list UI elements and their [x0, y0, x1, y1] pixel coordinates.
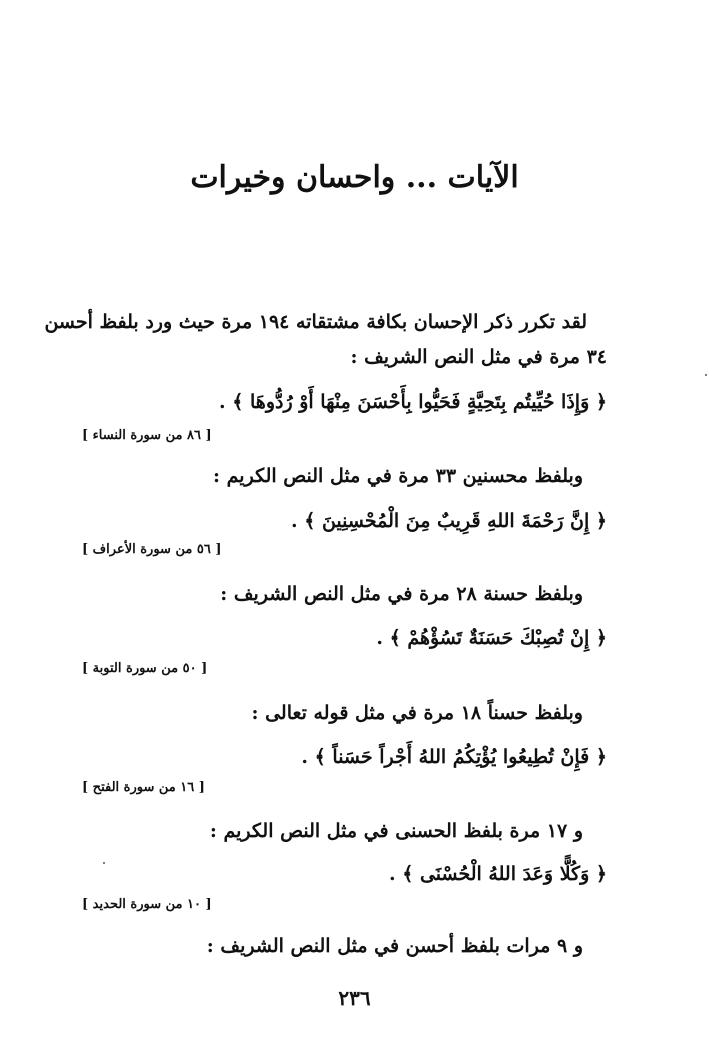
section-lead-3: وبلفظ حسنة ٢٨ مرة في مثل النص الشريف :: [220, 583, 583, 605]
section-lead-5: و ١٧ مرة بلفظ الحسنى في مثل النص الكريم :: [209, 820, 583, 842]
page-number: ٢٣٦: [338, 986, 371, 1010]
verse-2: ﴿ إِنَّ رَحْمَةَ اللهِ قَرِيبٌ مِنَ الْمُحْسِنِينَ ﴾ .: [290, 510, 607, 532]
verse-3: ﴿ إِنْ تُصِبْكَ حَسَنَةٌ تَسُؤْهُمْ ﴾ .: [376, 627, 607, 649]
verse-reference-5: [ ١٠ من سورة الحديد ]: [82, 897, 212, 912]
verse-5: ﴿ وَكُلًّا وَعَدَ اللهُ الْحُسْنَى ﴾ .: [388, 863, 607, 885]
verse-reference-4: [ ١٦ من سورة الفتح ]: [82, 780, 205, 795]
scan-speck: [103, 862, 105, 864]
verse-reference-1: [ ٨٦ من سورة النساء ]: [82, 428, 212, 443]
closing-line: و ٩ مرات بلفظ أحسن في مثل النص الشريف :: [206, 935, 583, 957]
intro-line-2: ٣٤ مرة في مثل النص الشريف :: [350, 346, 607, 368]
verse-4: ﴿ فَإِنْ تُطِيعُوا يُؤْتِكُمُ اللهُ أَجْراً حَسَناً ﴾ .: [301, 746, 607, 768]
intro-line-1: لقد تكرر ذكر الإحسان بكافة مشتقاته ١٩٤ مرة حيث ورد بلفظ أحسن: [44, 311, 587, 333]
verse-1: ﴿ وَإِذَا حُيِّيتُم بِتَحِيَّةٍ فَحَيُّوا بِأَحْسَنَ مِنْهَا أَوْ رُدُّوهَا ﴾ .: [219, 391, 607, 413]
page-title: الآيات ... واحسان وخيرات: [190, 160, 519, 195]
section-lead-4: وبلفظ حسناً ١٨ مرة في مثل قوله تعالى :: [251, 702, 583, 724]
verse-reference-2: [ ٥٦ من سورة الأعراف ]: [82, 542, 222, 557]
scan-speck: [705, 374, 707, 376]
section-lead-2: وبلفظ محسنين ٣٣ مرة في مثل النص الكريم :: [213, 465, 583, 487]
verse-reference-3: [ ٥٠ من سورة التوبة ]: [82, 661, 208, 676]
